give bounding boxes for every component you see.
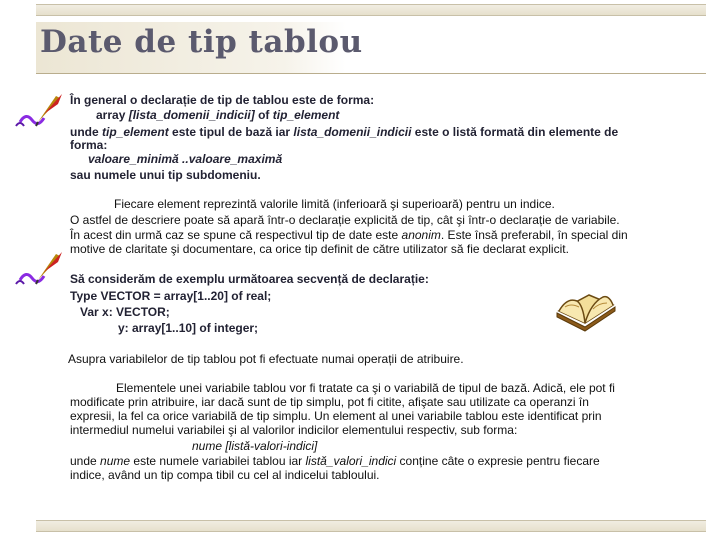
array-syntax-line [96, 109, 339, 123]
line-anonim [70, 229, 628, 243]
index-syntax: nume [listă-valori-indici] [192, 439, 318, 453]
line-subdomain: sau numele unui tip subdomeniu. [70, 168, 261, 182]
code-line-y: y: array[1..10] of integer; [118, 321, 259, 335]
text-run: este o listă formată din elemente de [411, 125, 619, 139]
slide-title: Date de tip tablou [40, 24, 363, 60]
text-run: . Este însă preferabil, în special din [440, 228, 628, 242]
line-limits: Fiecare element reprezintă valorile limită (inferioară şi superioară) pentru un indice. [114, 197, 555, 211]
text-run-italic: nume [100, 454, 131, 468]
line-expressions: expresii, la fel ca orice variabilă de tip simplu. Un element al unei variabile tablou este identificat prin [70, 409, 602, 423]
line-intermediate: intermediul numelui variabilei şi al valorilor indicilor elementului respectiv, sub forma: [70, 423, 518, 437]
explanation-line [70, 126, 618, 140]
line-1: În general o declarație de tip de tablou este de forma: [70, 93, 375, 107]
array-keyword: array [96, 108, 129, 122]
line-forma: forma: [70, 138, 108, 152]
index-syntax-line [192, 440, 317, 454]
line-assignment: Asupra variabilelor de tip tablou pot fi efectuate numai operații de atribuire. [68, 352, 464, 366]
title-underline [36, 73, 706, 74]
top-decorative-bar [36, 4, 706, 16]
text-run: unde [70, 125, 102, 139]
line-motive: motive de claritate şi documentare, ca orice tip definit de către utilizator să fie declarat explicit. [70, 242, 569, 256]
quill-pen-icon [14, 92, 64, 134]
bottom-decorative-bar [36, 520, 706, 532]
code-line-type: Type VECTOR = array[1..20] of real; [70, 289, 272, 303]
index-domain-list: [lista_domenii_indicii] [128, 108, 255, 122]
code-line-var: Var x: VECTOR; [80, 305, 170, 319]
range-syntax: valoare_minimă ..valoare_maximă [88, 152, 283, 166]
line-elements: Elementele unei variabile tablou vor fi tratate ca şi o variabilă de tipul de bază. Adică, ele pot fi [116, 381, 615, 395]
of-keyword: of [254, 108, 273, 122]
open-book-icon [553, 283, 619, 337]
text-run-italic: anonim [401, 228, 441, 242]
line-example-intro: Să considerăm de exemplu următoarea secvență de declarație: [70, 272, 429, 286]
text-run-italic: tip_element [102, 125, 169, 139]
line-modified: modificate prin atribuire, iar dacă sunt de tip simplu, pot fi citite, afişate sau utilizate ca operanzi în [70, 395, 589, 409]
element-type: tip_element [272, 108, 340, 122]
text-run-italic: lista_domenii_indicii [293, 125, 412, 139]
line-declaration: O astfel de descriere poate să apară într-o declarație explicită de tip, cât şi într-o declarație de variabile. [70, 213, 620, 227]
text-run-italic: listă_valori_indici [305, 454, 397, 468]
text-run: unde [70, 454, 101, 468]
line-index-type: indice, având un tip compa tibil cu cel al indicelui tabloului. [70, 468, 380, 482]
range-syntax-line [88, 153, 282, 167]
text-run: este numele variabilei tablou iar [130, 454, 306, 468]
line-where-nume [70, 455, 600, 469]
quill-pen-icon [14, 250, 64, 292]
text-run: este tipul de bază iar [168, 125, 294, 139]
text-run: conține câte o expresie pentru fiecare [396, 454, 600, 468]
text-run: În acest din urmă caz se spune că respectivul tip de date este [70, 228, 402, 242]
